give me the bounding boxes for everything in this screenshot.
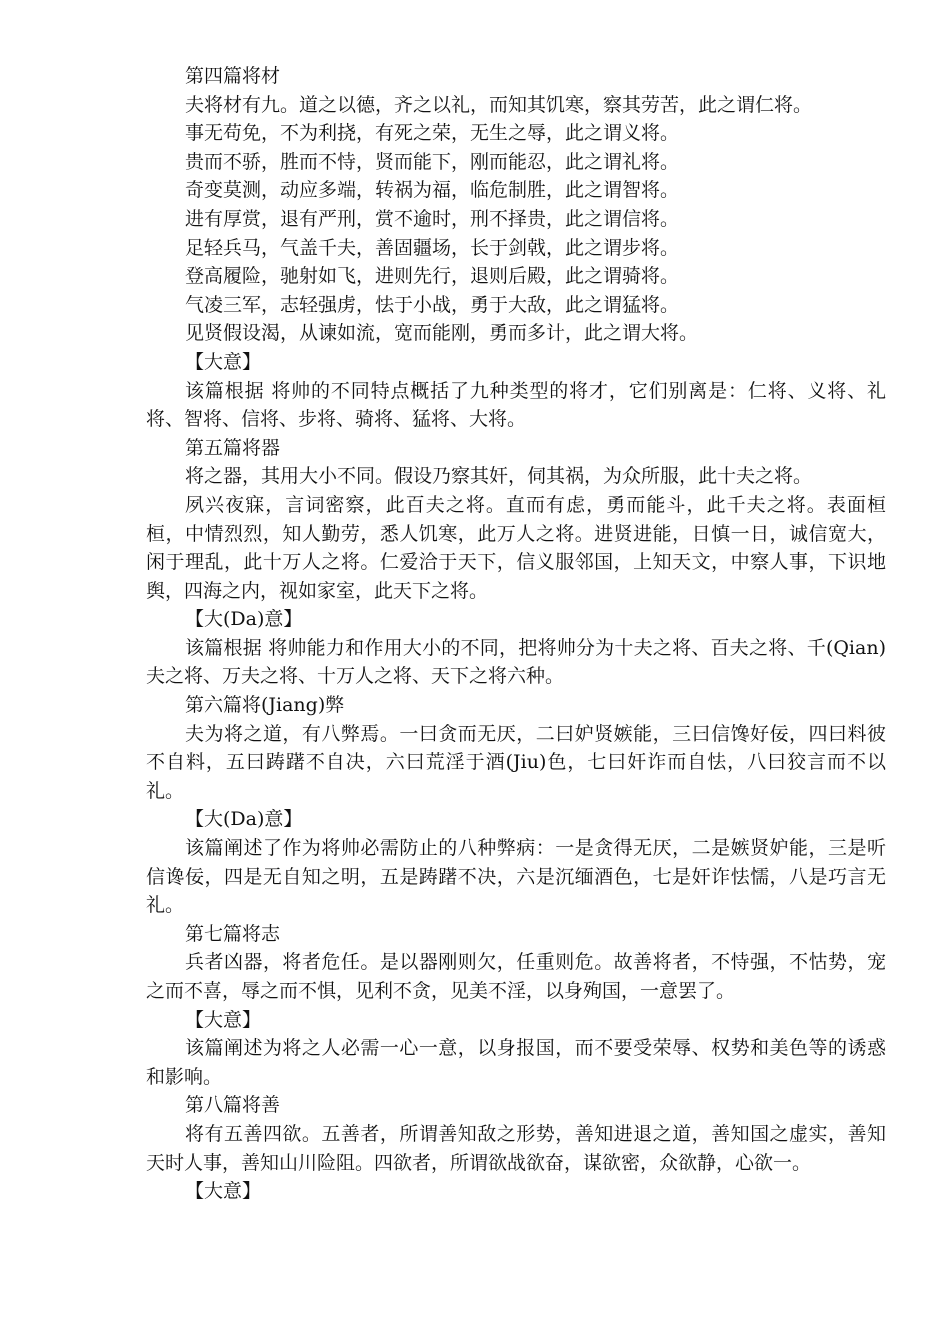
- paragraph: 该篇阐述为将之人必需一心一意，以身报国，而不要受荣辱、权势和美色等的诱惑和影响。: [146, 1037, 886, 1088]
- paragraph: 夫为将之道，有八弊焉。一曰贪而无厌，二曰妒贤嫉能，三曰信馋好佞，四曰料彼不自料，五曰踌躇不自决，六曰荒淫于酒(Jiu)色，七曰奸诈而自怯，八曰狡言而不以礼。: [146, 722, 886, 802]
- section-heading: 【大(Da)意】: [185, 608, 303, 631]
- paragraph: 夫将材有九。道之以德，齐之以礼，而知其饥寒，察其劳苦，此之谓仁将。: [185, 93, 813, 116]
- paragraph: 事无苟免，不为利挠，有死之荣，无生之辱，此之谓义将。: [185, 122, 680, 145]
- paragraph: 登高履险，驰射如飞，进则先行，退则后殿，此之谓骑将。: [185, 265, 680, 288]
- paragraph: 见贤假设渴，从谏如流，宽而能刚，勇而多计，此之谓大将。: [185, 322, 699, 345]
- chapter-title: 第七篇将志: [185, 922, 281, 945]
- paragraph: 夙兴夜寐，言词密察，此百夫之将。直而有虑，勇而能斗，此千夫之将。表面桓桓，中情烈烈，知人勤劳，悉人饥寒，此万人之将。进贤进能，日慎一日，诚信宽大，闲于理乱，此十万人之将。仁爱洽于天下，信义服邻国，上知天文，中察人事，下识地舆，四海之内，视如家室，此天下之将。: [146, 493, 886, 602]
- section-heading: 【大(Da)意】: [185, 808, 303, 831]
- paragraph: 该篇根据 将帅能力和作用大小的不同，把将帅分为十夫之将、百夫之将、千(Qian)夫之将、万夫之将、十万人之将、天下之将六种。: [146, 636, 886, 688]
- paragraph: 进有厚赏，退有严刑，赏不逾时，刑不择贵，此之谓信将。: [185, 207, 680, 230]
- paragraph: 将有五善四欲。五善者，所谓善知敌之形势，善知进退之道，善知国之虚实，善知天时人事，善知山川险阻。四欲者，所谓欲战欲奋，谋欲密，众欲静，心欲一。: [146, 1122, 886, 1174]
- paragraph: 兵者凶器，将者危任。是以器刚则欠，任重则危。故善将者，不恃强，不怙势，宠之而不喜，辱之而不惧，见利不贪，见美不淫，以身殉国，一意罢了。: [146, 951, 886, 1002]
- section-heading: 【大意】: [185, 350, 262, 373]
- paragraph: 该篇根据 将帅的不同特点概括了九种类型的将才，它们别离是：仁将、义将、礼将、智将、信将、步将、骑将、猛将、大将。: [146, 379, 886, 431]
- chapter-title: 第八篇将善: [185, 1094, 281, 1117]
- paragraph: 贵而不骄，胜而不恃，贤而能下，刚而能忍，此之谓礼将。: [185, 150, 680, 173]
- paragraph: 足轻兵马，气盖千夫，善固疆场，长于剑戟，此之谓步将。: [185, 236, 680, 259]
- paragraph: 奇变莫测，动应多端，转祸为福，临危制胜，此之谓智将。: [185, 179, 680, 202]
- paragraph: 气凌三军，志轻强虏，怯于小战，勇于大敌，此之谓猛将。: [185, 293, 680, 316]
- chapter-title: 第四篇将材: [185, 65, 281, 87]
- paragraph: 将之器，其用大小不同。假设乃察其奸，伺其祸，为众所服，此十夫之将。: [185, 465, 813, 488]
- section-heading: 【大意】: [185, 1008, 262, 1031]
- chapter-title: 第五篇将器: [185, 436, 281, 459]
- chapter-title: 第六篇将(Jiang)弊: [185, 694, 345, 717]
- section-heading: 【大意】: [185, 1180, 262, 1203]
- paragraph: 该篇阐述了作为将帅必需防止的八种弊病：一是贪得无厌，二是嫉贤妒能，三是听信谗佞，四是无自知之明，五是踌躇不决，六是沉缅酒色，七是奸诈怯懦，八是巧言无礼。: [146, 837, 886, 917]
- document-page: [146, 62, 886, 1206]
